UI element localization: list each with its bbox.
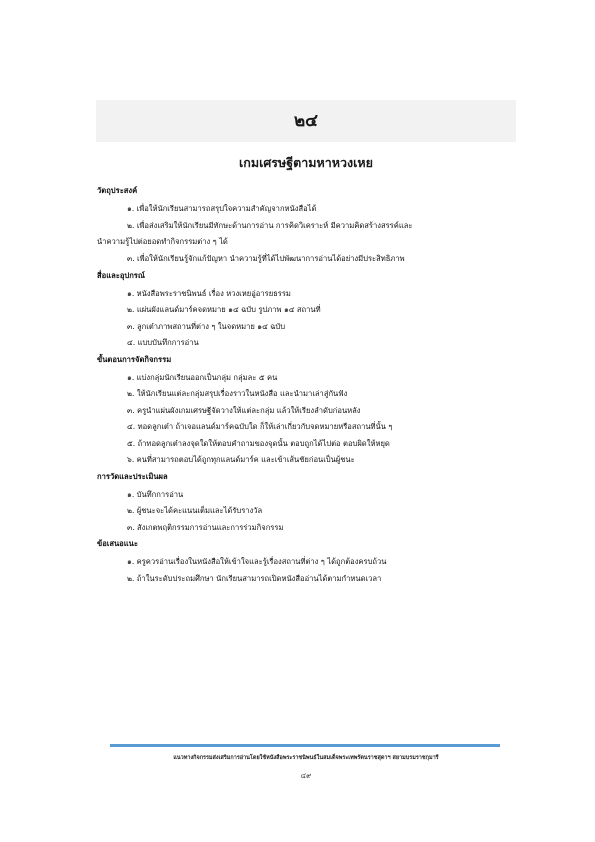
procedure-step-4: ๔. ทอดลูกเต๋า ถ้าเจอแลนด์มาร์คฉบับใด ก็ให้เล่าเกี่ยวกับจดหมายหรือสถานที่นั้น ๆ (127, 422, 393, 431)
activity-number: ๒๔ (96, 100, 516, 142)
material-item-3: ๓. ลูกเต๋าภาพสถานที่ต่าง ๆ ในจดหมาย ๑๔ ฉบับ (127, 321, 286, 331)
objective-item-1: ๑. เพื่อให้นักเรียนสามารถสรุปใจความสำคัญจากหนังสือได้ (127, 204, 317, 213)
activity-title: เกมเศรษฐีตามหาหวงเหย (239, 155, 373, 170)
material-item-4: ๔. แบบบันทึกการอ่าน (127, 338, 199, 347)
evaluation-item-1: ๑. บันทึกการอ่าน (127, 489, 184, 499)
section-heading-evaluation: การวัดและประเมินผล (97, 471, 168, 481)
footer-caption: แนวทางกิจกรรมส่งเสริมการอ่านโดยใช้หนังสือพระราชนิพนธ์ในสมเด็จพระเทพรัตนราชสุดาฯ สยามบรมราชกุมารี (173, 755, 439, 761)
section-heading-procedure: ขั้นตอนการจัดกิจกรรม (97, 354, 172, 364)
page-number: ๔๙ (300, 772, 312, 780)
document-body (97, 183, 517, 587)
material-item-1: ๑. หนังสือพระราชนิพนธ์ เรื่อง หวงเหยอู่อารยธรรม (127, 288, 291, 298)
section-heading-objectives: วัตถุประสงค์ (97, 186, 138, 195)
section-heading-materials: สื่อและอุปกรณ์ (97, 270, 145, 280)
procedure-step-1: ๑. แบ่งกลุ่มนักเรียนออกเป็นกลุ่ม กลุ่มละ ๕ คน (127, 372, 278, 382)
procedure-step-3: ๓. ครูนำแผ่นผังเกมเศรษฐีจัดวางให้แต่ละกลุ่ม แล้วให้เรียงลำดับก่อนหลัง (127, 405, 361, 415)
material-item-2: ๒. แผ่นผังแลนด์มาร์คจดหมาย ๑๔ ฉบับ รูปภาพ ๑๔ สถานที่ (127, 305, 321, 314)
procedure-step-2: ๒. ให้นักเรียนแต่ละกลุ่มสรุปเรื่องราวในหนังสือ และนำมาเล่าสู่กันฟัง (127, 389, 348, 398)
section-heading-suggestions: ข้อเสนอแนะ (97, 539, 138, 548)
evaluation-item-2: ๒. ผู้ชนะจะได้คะแนนเต็มและได้รับรางวัล (127, 506, 263, 515)
footer-divider (110, 744, 500, 747)
objective-item-2: ๒. เพื่อส่งเสริมให้นักเรียนมีทักษะด้านการอ่าน การคิดวิเคราะห์ มีความคิดสร้างสรรค์และ (127, 220, 413, 230)
objective-item-2-continuation: นำความรู้ไปต่อยอดทำกิจกรรมต่าง ๆ ได้ (97, 237, 228, 246)
evaluation-item-3: ๓. สังเกตพฤติกรรมการอ่านและการร่วมกิจกรรม (127, 522, 284, 532)
procedure-step-6: ๖. คนที่สามารถตอบได้ถูกทุกแลนด์มาร์ค และเข้าเส้นชัยก่อนเป็นผู้ชนะ (127, 455, 355, 464)
procedure-step-5: ๕. ถ้าทอดลูกเต๋าลงจุดใดให้ตอบคำถามของจุดนั้น ตอบถูกได้ไปต่อ ตอบผิดให้หยุด (127, 438, 390, 448)
suggestion-item-2: ๒. ถ้าในระดับประถมศึกษา นักเรียนสามารถเปิดหนังสืออ่านได้ตามกำหนดเวลา (127, 573, 382, 583)
objective-item-3: ๓. เพื่อให้นักเรียนรู้จักแก้ปัญหา นำความรู้ที่ได้ไปพัฒนาการอ่านได้อย่างมีประสิทธิภาพ (127, 254, 405, 263)
suggestion-item-1: ๑. ครูควรอ่านเรื่องในหนังสือให้เข้าใจและรู้เรื่องสถานที่ต่าง ๆ ได้ถูกต้องครบถ้วน (127, 557, 387, 566)
